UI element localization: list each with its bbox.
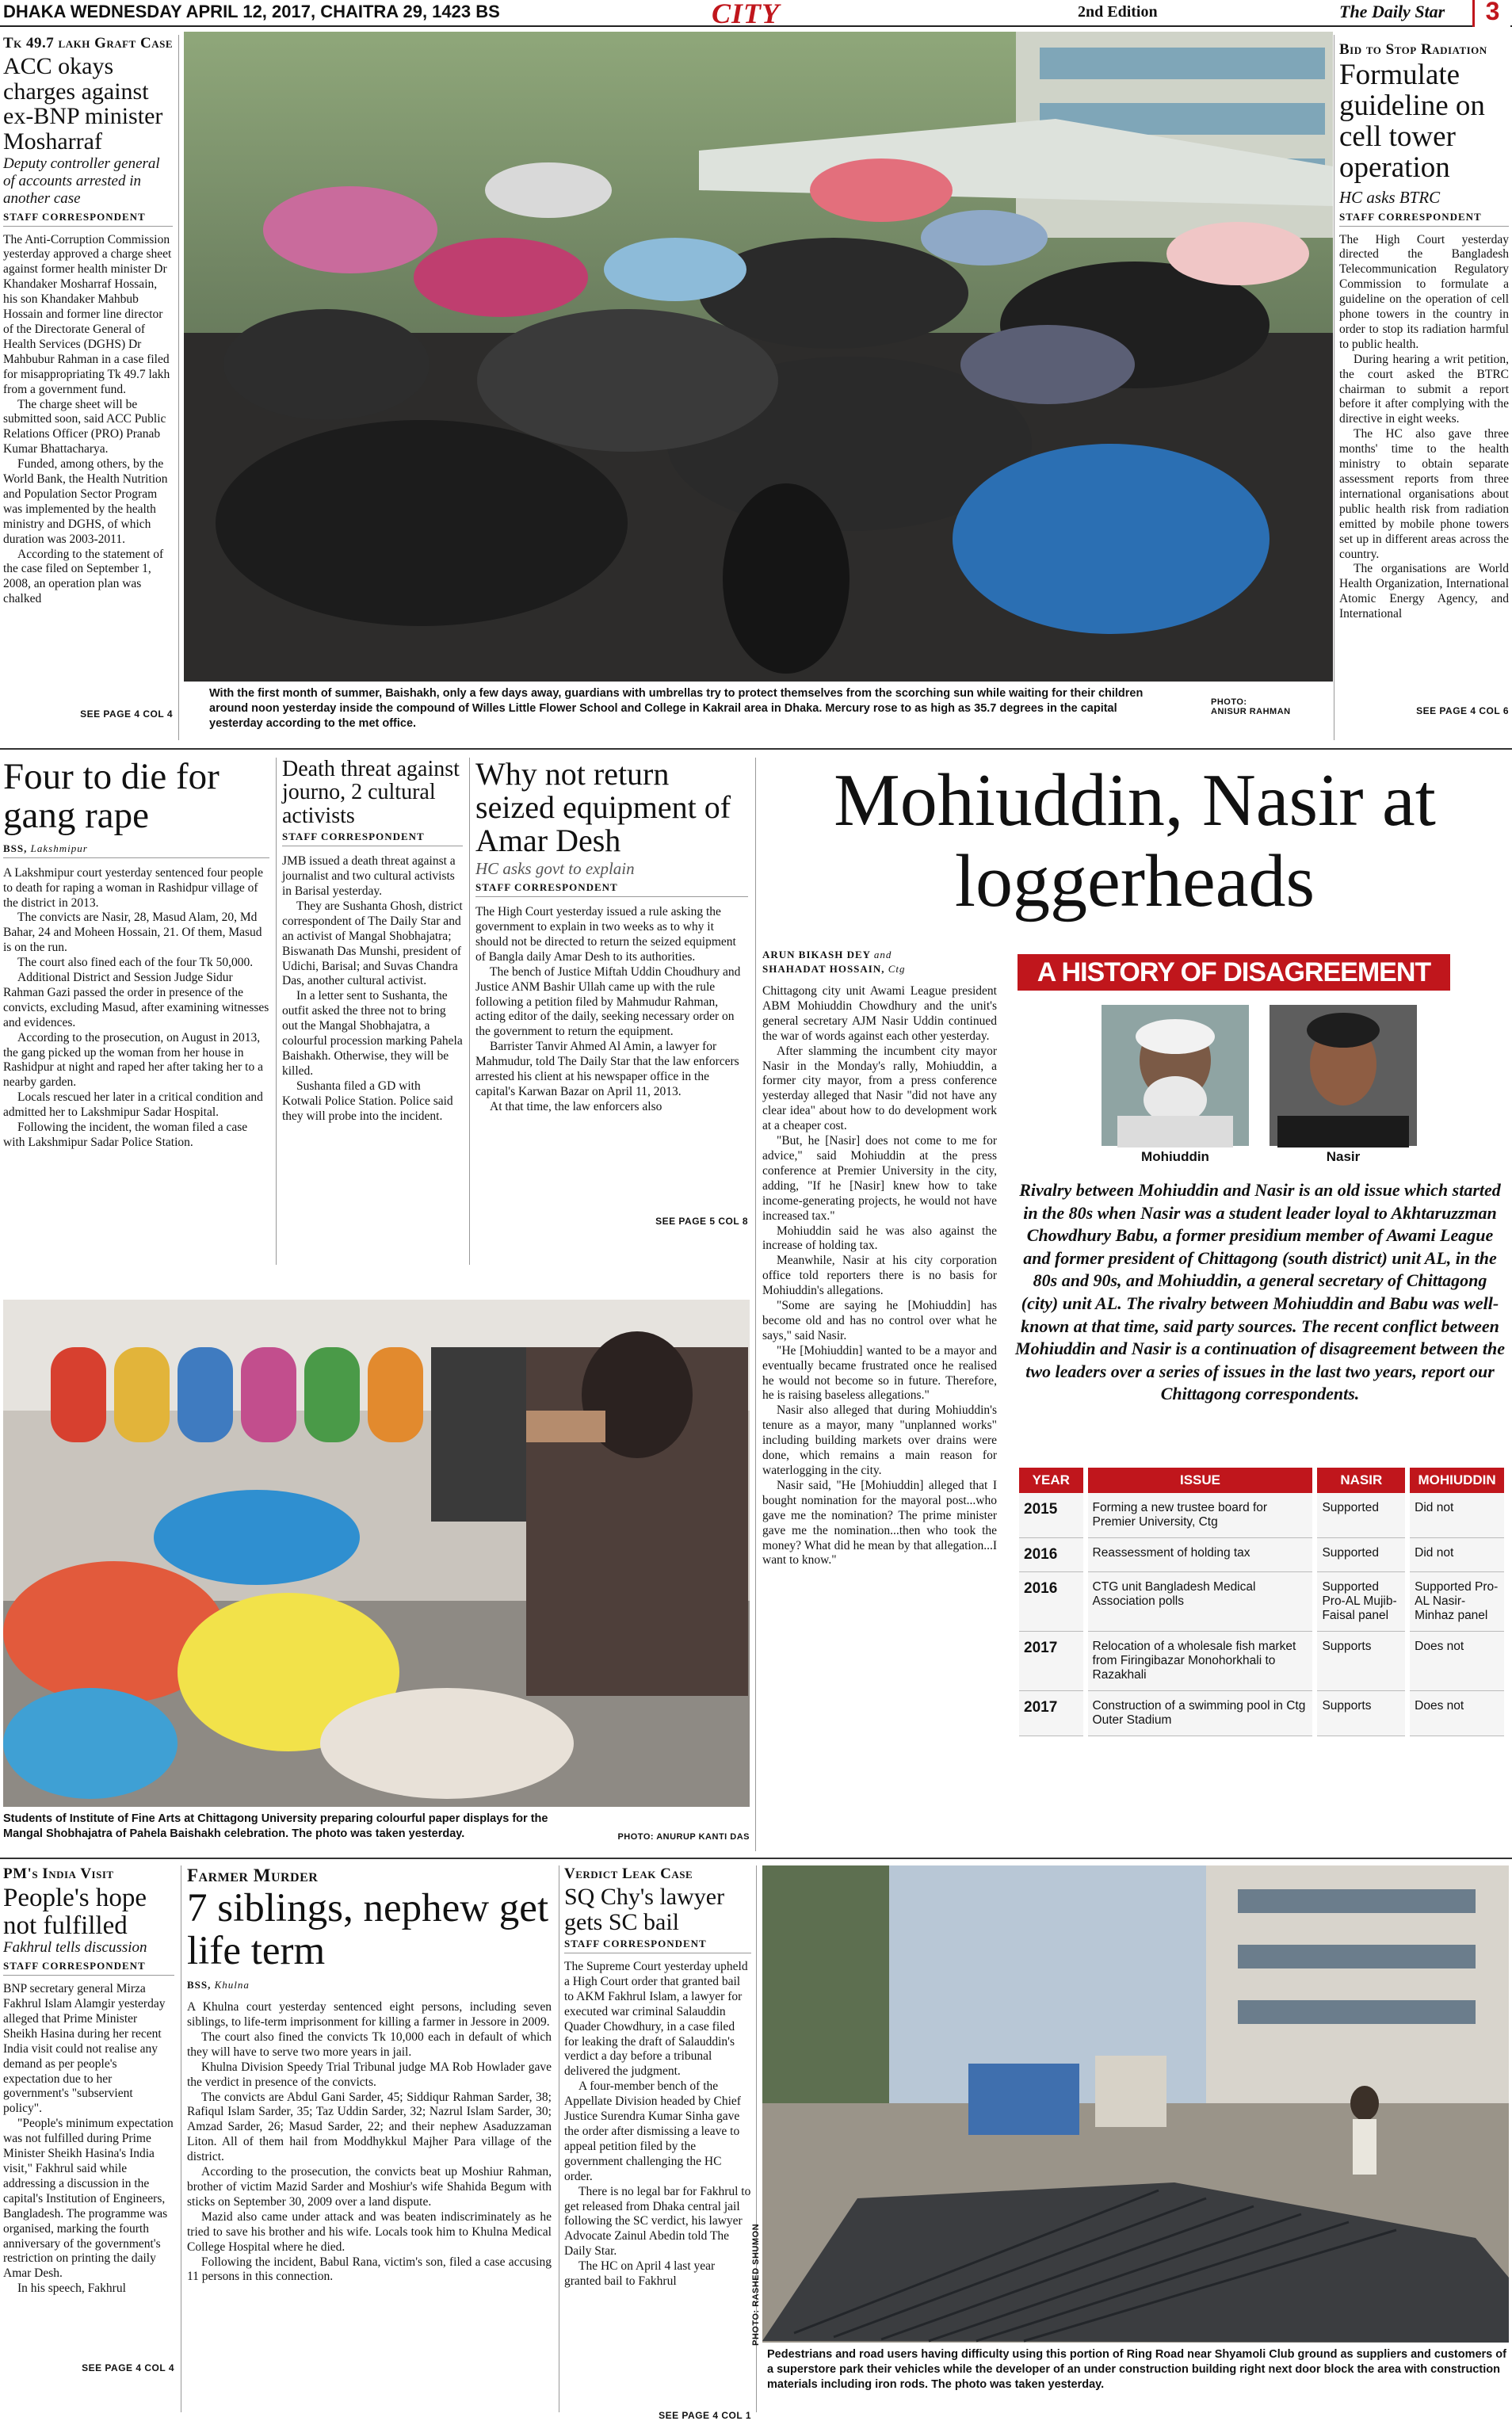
col-issue: ISSUE [1088, 1468, 1313, 1493]
article-radiation [1339, 41, 1509, 740]
column-rule [178, 35, 179, 740]
article-body: BNP secretary general Mirza Fakhrul Islam Alamgir yesterday alleged that Prime Minister Sheikh Hasina during her recent India visit could not realise any demand as per people's expectation due to her government's "subservient policy". "People's minimum expectation was not fulfilled during Prime Minister Sheikh Hasina's India visit," Fakhrul said while addressing a discussion in the capital's Institution of Engineers, Bangladesh. The programme was organised, marking the fourth anniversary of the government's restriction on printing the daily Amar Desh. In his speech, Fakhrul [3, 1982, 174, 2296]
table-row: 2015 Forming a new trustee board for Premier University, Ctg Supported Did not [1019, 1493, 1504, 1538]
jump-line[interactable]: SEE PAGE 4 COL 1 [659, 2410, 751, 2421]
umbrella-caption: With the first month of summer, Baishakh, only a few days away, guardians with umbrellas try to protect themselves from the scorching sun while waiting for their children around noon yesterday inside the compound of Willes Little Flower School and College in Kakrail area in Dhaka. Mercury rose to as high as 35.7 degrees in the capital yesterday according to the met office. [209, 687, 1144, 731]
section-rule [0, 1858, 1512, 1859]
page-number: 3 [1472, 0, 1510, 27]
jump-line[interactable]: SEE PAGE 4 COL 4 [82, 2362, 174, 2374]
masthead-bar [0, 0, 1512, 27]
headline[interactable]: Four to die for gang rape [3, 756, 220, 837]
paper-logo: The Daily Star [1339, 2, 1445, 21]
col-nasir: NASIR [1317, 1468, 1405, 1493]
masks-caption: Students of Institute of Fine Arts at Chittagong University preparing colourful paper displays for the Mangal Shobhajatra of Pahela Baishakh celebration. The photo was taken yesterday. [3, 1812, 548, 1841]
article-acc [3, 35, 173, 740]
deck: Deputy controller general of accounts arrested in another case [3, 155, 160, 207]
umbrella-credit: PHOTO: ANISUR RAHMAN [1211, 697, 1291, 716]
jump-line[interactable]: SEE PAGE 5 COL 8 [655, 1216, 748, 1228]
deck: HC asks govt to explain [475, 859, 635, 878]
article-pm [3, 1865, 174, 2412]
article-body: The Anti-Corruption Commission yesterday approved a charge sheet against former health minister Dr Khandaker Mosharraf Hossain, his son Khandaker Mahbub Hossain and former line director of the Directorate General of Health Services (DGHS) Dr Mahbubur Rahman in a case filed for misappropriating Tk 49.7 lakh from a government fund. The charge sheet will be submitted soon, said ACC Public Relations Officer (PRO) Pranab Kumar Bhattacharya. Funded, among others, by the World Bank, the Health Nutrition and Population Sector Program was implemented by the health ministry and DGHS, of which duration was 2003-2011. According to the statement of the case filed on September 1, 2008, an operation plan was chalked [3, 232, 172, 606]
byline: BSS, Khulna [187, 1979, 250, 1991]
headline[interactable]: Why not return seized equipment of Amar Desh [475, 756, 731, 858]
article-body: JMB issued a death threat against a journalist and two cultural activists in Barisal yesterday. They are Sushanta Ghosh, district correspondent of The Daily Star and an activist of Mangal Shobhajatra; Biswanath Das Munshi, president of Udichi, Barisal; and Suvas Chandra Das, another cultural activist. In a letter sent to Sushanta, the outfit asked the three not to bring out the Mangal Shobhajatra, a colourful procession marking Pahela Baishakh. Otherwise, they will be killed. Sushanta filed a GD with Kotwali Police Station. Police said they will probe into the incident. [282, 854, 463, 1123]
jump-line[interactable]: SEE PAGE 4 COL 4 [80, 708, 173, 720]
deck: HC asks BTRC [1339, 188, 1441, 208]
article-body: The Supreme Court yesterday upheld a High Court order that granted bail to AKM Fakhrul Islam, a lawyer for executed war criminal Salauddin Quader Chowdhury, in a case filed for leaking the draft of Salauddin's verdict a day before a tribunal delivered the judgment. A four-member bench of the Appellate Division headed by Chief Justice Surendra Kumar Sinha gave the order after dismissing a leave to appeal petition filed by the government challenging the HC order. There is no legal bar for Fakhrul to get released from Dhaka central jail following the SC verdict, his lawyer Advocate Zainul Abedin told The Daily Star. The HC on April 4 last year granted bail to Fakhrul [564, 1960, 751, 2289]
article-farmer [187, 1865, 552, 2412]
umbrella-photo [184, 32, 1333, 682]
mohiuddin-portrait [1102, 1005, 1249, 1146]
headline[interactable]: People's hope not fulfilled [3, 1884, 147, 1940]
road-caption: Pedestrians and road users having difficulty using this portion of Ring Road near Shyamoli Club ground as suppliers and customers of a superstore park their vehicles while the developer of an under construction building right next door block the area with construction materials including iron rods. The photo was taken yesterday. [767, 2348, 1506, 2392]
article-gangrape [3, 758, 269, 1265]
byline: BSS, Lakshmipur [3, 842, 269, 858]
lead-headline[interactable]: Mohiuddin, Nasir at loggerheads [834, 759, 1436, 922]
byline: STAFF CORRESPONDENT [3, 1960, 174, 1976]
masks-credit: PHOTO: ANURUP KANTI DAS [617, 1832, 750, 1842]
column-rule [276, 758, 277, 1265]
headline[interactable]: SQ Chy's lawyer gets SC bail [564, 1884, 725, 1935]
disagreement-table [1014, 1468, 1509, 1736]
byline: STAFF CORRESPONDENT [3, 211, 173, 227]
table-row: 2017 Construction of a swimming pool in Ctg Outer Stadium Supports Does not [1019, 1691, 1504, 1736]
article-body: The High Court yesterday issued a rule asking the government to explain in two weeks as to why it should not be directed to return the seized equipment of Bangla daily Amar Desh to its authorities. The bench of Justice Miftah Uddin Choudhury and Justice ANM Bashir Ullah came up with the rule following a petition filed by Mahmudur Rahman, acting editor of the daily, seeking necessary order on the government to return the equipment. Barrister Tanvir Ahmed Al Amin, a lawyer for Mahmudur, told The Daily Star that the law enforcers arrested his client at his newspaper office in the capital's Karwan Bazar on April 11, 2013. At that time, the law enforcers also [475, 905, 741, 1113]
column-rule [469, 758, 470, 1265]
byline: STAFF CORRESPONDENT [282, 831, 463, 846]
byline: STAFF CORRESPONDENT [1339, 211, 1509, 227]
mohiuddin-label: Mohiuddin [1141, 1149, 1209, 1164]
article-body: Chittagong city unit Awami League president ABM Mohiuddin Chowdhury and the unit's general secretary AJM Nasir Uddin continued the war of words against each other yesterday. After slamming the incumbent city mayor Nasir in the Monday's rally, Mohiuddin, a former city mayor, from a press conference yesterday alleged that Nasir "did not have any clear idea" about how to do development work at a cheaper cost. "But, he [Nasir] does not come to me for advice," said Mohiuddin at the press conference at Premier University in the city, adding, "If he [Nasir] knew how to take income-generating projects, he would not have increased tax." Mohiuddin said he was also against the increase of holding tax. Meanwhile, Nasir at his city corporation office told reporters there is no basis for Mohiuddin's allegations. "Some are saying he [Mohiuddin] has become old and has no control over what he says," said Nasir. "He [Mohiuddin] wanted to be a mayor and eventually became frustrated once he realised he would not become so in future. Therefore, he is raising baseless allegations." Nasir also alleged that during Mohiuddin's tenure as a mayor, many "unplanned works" including building markets over drains were done, which remains a main reason for waterlogging in the city. Nasir said, "He [Mohiuddin] alleged that I bought nomination for the mayoral post...who gave me the nomination? The prime minister gave me the nomination...then who took the money? What did he mean by that allegation...I want to know." [762, 984, 997, 1568]
byline: STAFF CORRESPONDENT [564, 1938, 751, 1953]
nasir-portrait [1270, 1005, 1417, 1146]
headline[interactable]: Death threat against journo, 2 cultural activists [282, 757, 460, 828]
col-year: YEAR [1019, 1468, 1083, 1493]
article-amardesh [475, 758, 748, 1265]
road-credit: PHOTO: RASHED SHUMON [751, 2223, 761, 2346]
section-title: CITY [712, 0, 781, 29]
article-verdict [564, 1865, 751, 2421]
history-intro: Rivalry between Mohiuddin and Nasir is an old issue which started in the 80s when Nasir was a student leader loyal to Akhtaruzzman Chowdhury Babu, a former presidium member of Awami League and former president of Chittagong (south district) unit AL, in the 80s and 90s, and Mohiuddin, a general secretary of Chittagong (city) unit AL. The rivalry between Mohiuddin and Babu was well-known at that time, said party sources. The recent conflict between Mohiuddin and Nasir is a continuation of disagreement between the two leaders over a series of issues in the last two years, report our Chittagong correspondents. [1015, 1180, 1505, 1404]
kicker: Farmer Murder [187, 1865, 319, 1885]
dateline: DHAKA WEDNESDAY APRIL 12, 2017, CHAITRA 29, 1423 BS [3, 2, 500, 21]
kicker: Verdict Leak Case [564, 1865, 693, 1882]
kicker: PM's India Visit [3, 1865, 114, 1882]
headline[interactable]: 7 siblings, nephew get life term [187, 1886, 549, 1973]
table-row: 2016 Reassessment of holding tax Supported Did not [1019, 1538, 1504, 1572]
headline[interactable]: Formulate guideline on cell tower operation [1339, 59, 1485, 184]
table-row: 2017 Relocation of a wholesale fish market from Firingibazar Monohorkhali to Razakhali Supports Does not [1019, 1632, 1504, 1691]
byline: ARUN BIKASH DEY and SHAHADAT HOSSAIN, Ctg [762, 949, 906, 976]
article-body: A Lakshmipur court yesterday sentenced four people to death for raping a woman in Rashidpur village of the district in 2013. The convicts are Nasir, 28, Masud Alam, 20, Md Bahar, 24 and Moheen Hossain, 21. Of them, Masud is on the run. The court also fined each of the four Tk 50,000. Additional District and Session Judge Sidur Rahman Gazi passed the order in presence of the convicts, excluding Masud, after examining witnesses and evidences. According to the prosecution, on August in 2013, the gang picked up the woman from her house in Rashidpur at night and raped her after taking her to a nearby garden. Locals rescued her later in a critical condition and admitted her to Lakshmipur Sadar Hospital. Following the incident, the woman filed a case with Lakshmipur Sadar Police Station. [3, 865, 269, 1149]
kicker: Bid to Stop Radiation [1339, 41, 1487, 58]
nasir-label: Nasir [1326, 1149, 1361, 1164]
section-rule [0, 748, 1512, 750]
kicker: Tk 49.7 lakh Graft Case [3, 35, 173, 52]
byline: STAFF CORRESPONDENT [475, 881, 748, 897]
headline[interactable]: ACC okays charges against ex-BNP minister Mosharraf [3, 53, 163, 155]
history-banner: A HISTORY OF DISAGREEMENT [1018, 954, 1450, 991]
edition-label: 2nd Edition [1078, 3, 1158, 21]
road-photo [762, 1865, 1509, 2343]
table-row: 2016 CTG unit Bangladesh Medical Association polls Supported Pro-AL Mujib-Faisal panel Supported Pro-AL Nasir-Minhaz panel [1019, 1572, 1504, 1632]
article-threat [282, 758, 463, 1265]
jump-line[interactable]: SEE PAGE 4 COL 6 [1416, 705, 1509, 716]
deck: Fakhrul tells discussion [3, 1939, 147, 1957]
article-body: A Khulna court yesterday sentenced eight persons, including seven siblings, to life-term imprisonment for killing a farmer in Jessore in 2009. The court also fined the convicts Tk 10,000 each in default of which they will have to serve two more years in jail. Khulna Division Speedy Trial Tribunal judge MA Rob Howlader gave the verdict in presence of the convicts. The convicts are Abdul Gani Sarder, 45; Siddiqur Rahman Sarder, 38; Rafiqul Islam Sarder, 35; Taz Uddin Sarder, 32; Nazrul Islam Sarder, 30; Amzad Sarder, 26; Masud Sarder, 22; and their nephew Asaduzzaman Liton. All of them hail from Moddhykkul Majher Para village of the district. According to the prosecution, the convicts beat up Moshiur Rahman, brother of victim Mazid Sarder and Moshiur's wife Shahida Begum with sticks on September 30, 2009 over a land dispute. Mazid also came under attack and was beaten indiscriminately as he tried to save his brother and his wife. Locals took him to Khulna Medical College Hospital where he died. Following the incident, Babul Rana, victim's son, filed a case accusing 11 persons in this connection. [187, 2000, 552, 2284]
column-rule [755, 758, 756, 1851]
masks-photo [3, 1300, 750, 1807]
article-body: The High Court yesterday directed the Bangladesh Telecommunication Regulatory Commission to formulate a guideline on the operation of cell phone towers in the country in order to stop its radiation harmful to public health. During hearing a writ petition, the court asked the BTRC chairman to submit a report before it after complying with the directive in eight weeks. The HC also gave three months' time to the health ministry to obtain separate assessment reports from three international organisations about public health risk from radiation emitted by mobile phone towers set up in different areas across the country. The organisations are World Health Organization, International Atomic Energy Agency, and International [1339, 232, 1509, 621]
col-mohiuddin: MOHIUDDIN [1410, 1468, 1504, 1493]
